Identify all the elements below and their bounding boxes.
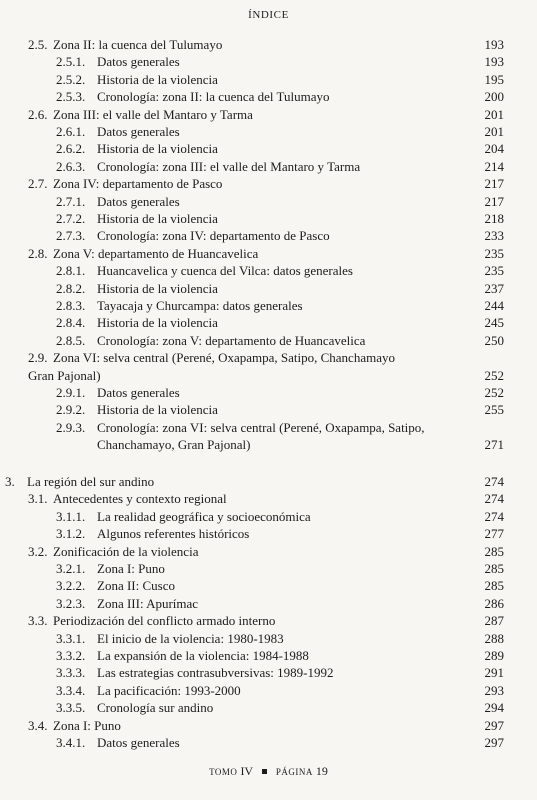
toc-entry-page: 293 bbox=[484, 682, 504, 698]
toc-entry-number: 3.3. bbox=[28, 613, 48, 629]
toc-entry-number: 3.3.3. bbox=[56, 665, 86, 681]
toc-entry-title: Zona III: el valle del Mantaro y Tarma bbox=[53, 106, 253, 122]
toc-entry-number: 2.7.3. bbox=[56, 228, 86, 244]
separator-square-icon bbox=[262, 769, 267, 774]
toc-entry bbox=[0, 193, 537, 210]
toc-entry-title: La realidad geográfica y socioeconómica bbox=[97, 508, 311, 524]
toc-entry-title: Algunos referentes históricos bbox=[97, 526, 250, 542]
toc-entry bbox=[0, 612, 537, 629]
toc-entry-number: 2.6.1. bbox=[56, 124, 86, 139]
toc-entry-page: 237 bbox=[484, 280, 504, 296]
toc-entry-page: 218 bbox=[484, 211, 504, 226]
toc-entry-number: 2.8.3. bbox=[56, 298, 86, 313]
toc-entry-number: 2.7.2. bbox=[56, 211, 86, 226]
toc-entry-title-continued: Chanchamayo, Gran Pajonal) bbox=[97, 437, 251, 453]
toc-entry-page: 271 bbox=[484, 437, 504, 453]
toc-entry bbox=[0, 664, 537, 681]
toc-entry-title: Antecedentes y contexto regional bbox=[53, 491, 227, 507]
toc-entry-page: 245 bbox=[484, 315, 504, 331]
toc-entry-title: Cronología: zona V: departamento de Huancavelica bbox=[97, 332, 366, 348]
toc-entry bbox=[0, 53, 537, 70]
toc-entry-title: Huancavelica y cuenca del Vilca: datos generales bbox=[97, 263, 353, 279]
toc-entry bbox=[0, 560, 537, 577]
toc-entry bbox=[0, 595, 537, 612]
toc-entry-title: Historia de la violencia bbox=[97, 280, 218, 296]
toc-entry bbox=[0, 210, 537, 227]
toc-entry bbox=[0, 490, 537, 507]
toc-entry-number: 3.1.2. bbox=[56, 526, 86, 542]
toc-entry-title: Zona VI: selva central (Perené, Oxapampa, Satipo, Chanchamayo bbox=[53, 350, 395, 366]
toc-entry-number: 2.8. bbox=[28, 245, 48, 261]
toc-entry-title-continued: Gran Pajonal) bbox=[28, 367, 101, 383]
toc-entry bbox=[0, 140, 537, 157]
toc-entry bbox=[0, 473, 537, 490]
toc-entry-title: Zona III: Apurímac bbox=[97, 595, 199, 611]
toc-entry-continuation bbox=[0, 367, 537, 384]
toc-entry-number: 3.4. bbox=[28, 717, 48, 733]
toc-entry-title: Tayacaja y Churcampa: datos generales bbox=[97, 298, 303, 313]
tomo-number: IV bbox=[240, 764, 253, 778]
toc-entry-title: Zona V: departamento de Huancavelica bbox=[53, 245, 259, 261]
toc-entry-page: 201 bbox=[484, 124, 504, 139]
toc-entry-title: Zona I: Puno bbox=[53, 717, 121, 733]
toc-entry-page: 235 bbox=[484, 263, 504, 279]
toc-entry-number: 3.3.5. bbox=[56, 700, 86, 716]
toc-entry-title: Cronología: zona IV: departamento de Pasco bbox=[97, 228, 330, 244]
toc-entry bbox=[0, 332, 537, 349]
toc-entry-page: 255 bbox=[484, 402, 504, 418]
toc-entry-number: 3.2.3. bbox=[56, 595, 86, 611]
toc-entry-page: 200 bbox=[484, 89, 504, 105]
toc-entry-page: 286 bbox=[484, 595, 504, 611]
toc-entry bbox=[0, 577, 537, 594]
toc-entry bbox=[0, 682, 537, 699]
toc-entry-page: 193 bbox=[484, 54, 504, 70]
toc-entry-page: 193 bbox=[484, 37, 504, 52]
toc-entry bbox=[0, 123, 537, 140]
toc-entry-page: 201 bbox=[484, 106, 504, 122]
toc-entry-page: 287 bbox=[484, 613, 504, 629]
toc-entry-page: 250 bbox=[484, 332, 504, 348]
pagina-number: 19 bbox=[315, 764, 328, 778]
toc-entry-page: 274 bbox=[484, 491, 504, 507]
toc-entry bbox=[0, 262, 537, 279]
toc-entry-title: La región del sur andino bbox=[27, 474, 155, 489]
toc-entry-page: 233 bbox=[484, 228, 504, 244]
toc-entry bbox=[0, 175, 537, 192]
toc-entry-number: 2.9.3. bbox=[56, 419, 86, 435]
toc-entry bbox=[0, 280, 537, 297]
toc-entry-number: 2.5.2. bbox=[56, 71, 86, 87]
toc-entry bbox=[0, 699, 537, 716]
toc-entry-title: Zona II: la cuenca del Tulumayo bbox=[53, 37, 223, 52]
toc-entry-title: Historia de la violencia bbox=[97, 211, 218, 226]
toc-entry-number: 2.9.1. bbox=[56, 385, 86, 400]
running-header: ÍNDICE bbox=[248, 9, 289, 21]
toc-entry-page: 252 bbox=[484, 385, 504, 400]
toc-entry bbox=[0, 630, 537, 647]
toc-entry-page: 285 bbox=[484, 543, 504, 559]
toc-entry bbox=[0, 647, 537, 664]
toc-entry-page: 214 bbox=[484, 158, 504, 174]
toc-entry-title: Zona IV: departamento de Pasco bbox=[53, 176, 223, 192]
toc-entry-number: 3.3.1. bbox=[56, 630, 86, 646]
tomo-label: TOMO bbox=[209, 767, 238, 777]
toc-entry-title: Datos generales bbox=[97, 124, 180, 139]
toc-entry-title: Cronología: zona II: la cuenca del Tulumayo bbox=[97, 89, 330, 105]
toc-entry-title: Cronología: zona VI: selva central (Perené, Oxapampa, Satipo, bbox=[97, 419, 425, 435]
toc-entry bbox=[0, 297, 537, 314]
toc-entry-number: 2.7.1. bbox=[56, 193, 86, 209]
toc-entry-page: 294 bbox=[484, 700, 504, 716]
toc-entry-title: El inicio de la violencia: 1980-1983 bbox=[97, 630, 284, 646]
toc-entry bbox=[0, 245, 537, 262]
toc-entry-page: 285 bbox=[484, 578, 504, 594]
toc-entry-page: 195 bbox=[484, 71, 504, 87]
toc-entry bbox=[0, 314, 537, 331]
toc-entry-page: 297 bbox=[484, 717, 504, 733]
toc-entry-page: 274 bbox=[484, 474, 504, 489]
toc-entry-page: 217 bbox=[484, 193, 504, 209]
toc-entry-number: 2.5.3. bbox=[56, 89, 86, 105]
toc-entry-page: 291 bbox=[484, 665, 504, 681]
toc-entry-page: 217 bbox=[484, 176, 504, 192]
toc-entry-continuation bbox=[0, 436, 537, 453]
toc-entry-number: 3.3.4. bbox=[56, 682, 86, 698]
pagina-label: PÁGINA bbox=[275, 767, 313, 777]
toc-entry-title: Historia de la violencia bbox=[97, 71, 218, 87]
toc-entry-number: 3.2.1. bbox=[56, 561, 86, 576]
toc-entry-page: 285 bbox=[484, 561, 504, 576]
toc-entry-title: Historia de la violencia bbox=[97, 141, 218, 157]
toc-entry-title: Historia de la violencia bbox=[97, 402, 218, 418]
toc-entry-title: Cronología: zona III: el valle del Mantaro y Tarma bbox=[97, 158, 361, 174]
toc-entry-title: Historia de la violencia bbox=[97, 315, 218, 331]
toc-entry-page: 244 bbox=[484, 298, 504, 313]
toc-entry-page: 297 bbox=[484, 735, 504, 750]
toc-entry-title: Datos generales bbox=[97, 193, 180, 209]
toc-entry bbox=[0, 71, 537, 88]
toc-entry-number: 2.7. bbox=[28, 176, 48, 192]
toc-entry-title: Zona I: Puno bbox=[97, 561, 165, 576]
toc-entry-title: Datos generales bbox=[97, 385, 180, 400]
toc-entry-number: 3.1.1. bbox=[56, 508, 86, 524]
toc-entry bbox=[0, 419, 537, 436]
toc-entry-number: 2.6.2. bbox=[56, 141, 86, 157]
toc-entry-page: 235 bbox=[484, 245, 504, 261]
toc-entry-number: 3.2. bbox=[28, 543, 48, 559]
toc-entry-title: Las estrategias contrasubversivas: 1989-1992 bbox=[97, 665, 334, 681]
toc-entry bbox=[0, 227, 537, 244]
toc-entry bbox=[0, 88, 537, 105]
toc-entry-number: 2.9. bbox=[28, 350, 48, 366]
toc-entry-page: 274 bbox=[484, 508, 504, 524]
toc-entry-number: 3.4.1. bbox=[56, 735, 86, 750]
toc-entry-title: Zonificación de la violencia bbox=[53, 543, 199, 559]
toc-entry-number: 2.5. bbox=[28, 37, 48, 52]
toc-entry-number: 3.3.2. bbox=[56, 648, 86, 663]
toc-entry-number: 2.8.2. bbox=[56, 280, 86, 296]
toc-entry-title: Zona II: Cusco bbox=[97, 578, 175, 594]
toc-entry bbox=[0, 36, 537, 53]
toc-entry-title: Cronología sur andino bbox=[97, 700, 214, 716]
toc-entry-page: 288 bbox=[484, 630, 504, 646]
toc-entry-number: 2.8.5. bbox=[56, 332, 86, 348]
toc-entry bbox=[0, 384, 537, 401]
toc-entry-number: 3.1. bbox=[28, 491, 48, 507]
toc-entry bbox=[0, 525, 537, 542]
toc-entry-page: 277 bbox=[484, 526, 504, 542]
toc-entry-title: Datos generales bbox=[97, 735, 180, 750]
toc-entry-number: 2.5.1. bbox=[56, 54, 86, 70]
toc-entry bbox=[0, 349, 537, 366]
toc-entry bbox=[0, 106, 537, 123]
toc-entry bbox=[0, 158, 537, 175]
toc-entry-number: 2.8.1. bbox=[56, 263, 86, 279]
toc-entry-title: Periodización del conflicto armado interno bbox=[53, 613, 276, 629]
toc-entry bbox=[0, 401, 537, 418]
toc-entry-title: La expansión de la violencia: 1984-1988 bbox=[97, 648, 309, 663]
toc-entry-number: 2.6. bbox=[28, 106, 48, 122]
toc-entry bbox=[0, 543, 537, 560]
toc-entry-title: La pacificación: 1993-2000 bbox=[97, 682, 241, 698]
toc-entry-number: 3. bbox=[5, 474, 15, 489]
toc-entry-page: 252 bbox=[484, 367, 504, 383]
toc-entry-number: 3.2.2. bbox=[56, 578, 86, 594]
toc-entry-number: 2.6.3. bbox=[56, 158, 86, 174]
toc-entry bbox=[0, 717, 537, 734]
toc-entry-title: Datos generales bbox=[97, 54, 180, 70]
toc-entry bbox=[0, 734, 537, 751]
page-footer bbox=[0, 764, 537, 779]
toc-entry-page: 204 bbox=[484, 141, 504, 157]
toc-entry-number: 2.9.2. bbox=[56, 402, 86, 418]
toc-entry-number: 2.8.4. bbox=[56, 315, 86, 331]
toc-entry-page: 289 bbox=[484, 648, 504, 663]
toc-entry bbox=[0, 508, 537, 525]
